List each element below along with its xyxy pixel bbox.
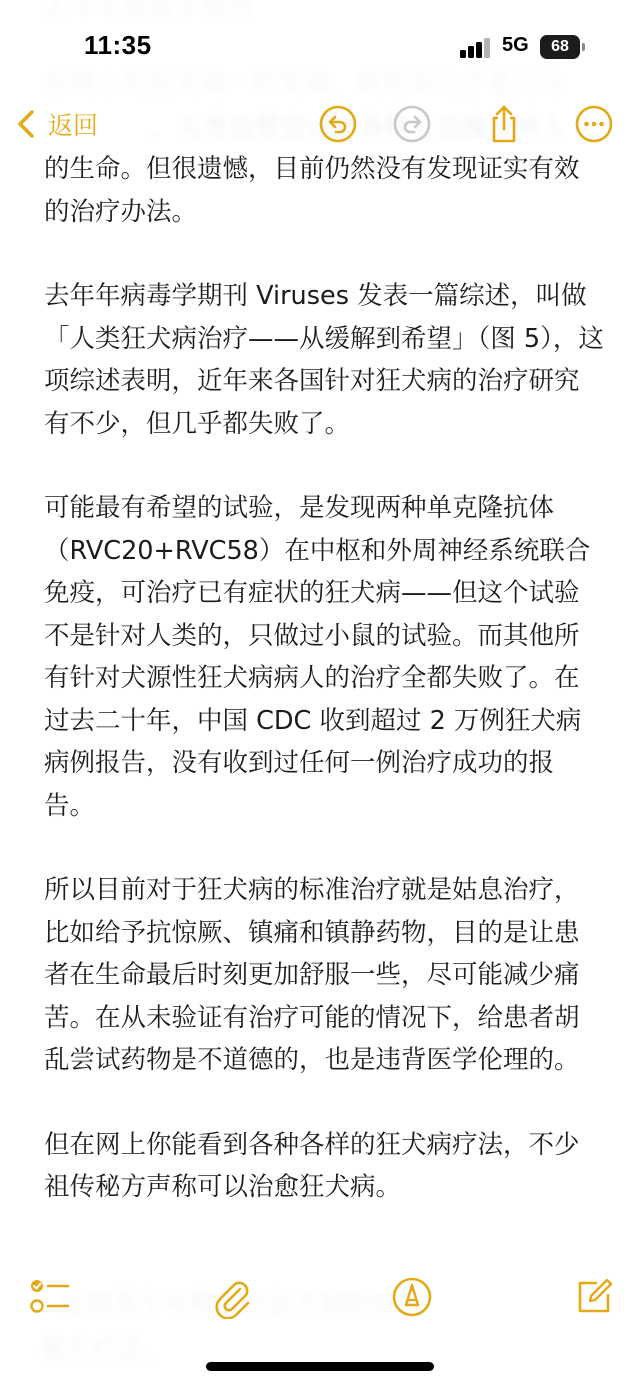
chevron-left-icon: [14, 109, 38, 139]
note-paragraph: 所以目前对于狂犬病的标准治疗就是姑息治疗，比如给予抗惊厥、镇痛和镇静药物，目的是让患者在生命最后时刻更加舒服一些，尽可能减少痛苦。在从未验证有治疗可能的情况下，给患者胡乱尝试药物是不道德的，也是违背医学伦理的。: [44, 875, 580, 1075]
checklist-icon: [28, 1275, 72, 1319]
note-body[interactable]: [44, 148, 604, 1251]
compose-icon: [572, 1275, 616, 1319]
undo-icon: [318, 104, 358, 144]
battery-cap: [582, 43, 585, 51]
battery-icon: [540, 35, 580, 59]
markup-button[interactable]: [390, 1275, 434, 1319]
checklist-button[interactable]: [28, 1275, 72, 1319]
note-paragraph: 但在网上你能看到各种各样的狂犬病疗法，不少祖传秘方声称可以治愈狂犬病。: [44, 1129, 580, 1202]
paperclip-icon: [210, 1275, 254, 1319]
back-label: 返回: [48, 111, 99, 140]
markup-pen-icon: [390, 1275, 434, 1319]
attach-button[interactable]: [210, 1275, 254, 1319]
home-indicator[interactable]: [206, 1362, 434, 1371]
status-bar: [0, 0, 640, 96]
compose-button[interactable]: [572, 1275, 616, 1319]
note-paragraph: 可能最有希望的试验，是发现两种单克隆抗体（RVC20+RVC58）在中枢和外周神经系统联合免疫，可治疗已有症状的狂犬病——但这个试验不是针对人类的，只做过小鼠的试验。而其他所有针对犬源性狂犬病病人的治疗全都失败了。在过去二十年，中国 CDC 收到超过 2 万例狂犬病病例报告，没有收到过任何一例治疗成功的报告。: [44, 493, 591, 821]
cellular-signal-icon: [460, 38, 492, 58]
status-time: 11:35: [84, 30, 152, 60]
redo-icon: [392, 104, 432, 144]
undo-button[interactable]: [318, 104, 358, 144]
note-paragraph: 去年年病毒学期刊 Viruses 发表一篇综述，叫做「人类狂犬病治疗——从缓解到希望」（图 5），这项综述表明，近年来各国针对狂犬病的治疗研究有不少，但几乎都失败了。: [44, 281, 604, 439]
back-button[interactable]: [14, 102, 98, 146]
note-paragraph: 的生命。但很遗憾，目前仍然没有发现证实有效的治疗办法。: [44, 154, 580, 227]
battery-level: 68: [551, 38, 569, 55]
navigation-bar: [0, 96, 640, 156]
network-type: 5G: [502, 34, 529, 56]
more-icon: [574, 104, 614, 144]
share-button[interactable]: [484, 104, 524, 144]
share-icon: [484, 104, 524, 144]
redo-button[interactable]: [392, 104, 432, 144]
more-button[interactable]: [574, 104, 614, 144]
